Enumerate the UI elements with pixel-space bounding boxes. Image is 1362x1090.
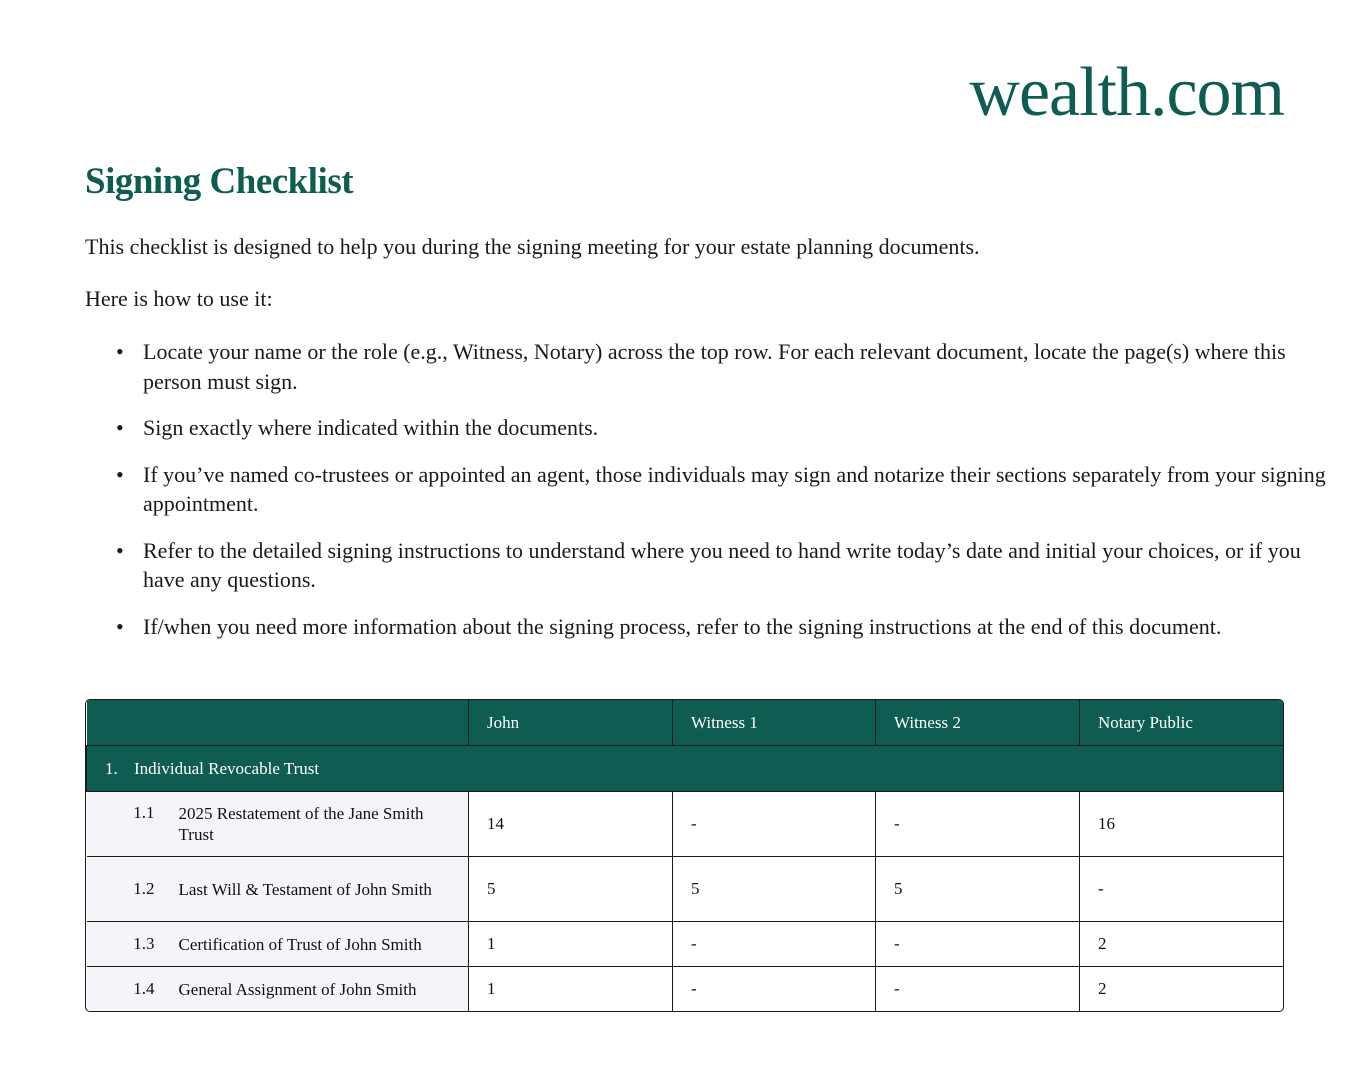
document-name: 2025 Restatement of the Jane Smith Trust bbox=[178, 804, 424, 844]
cell-john: 14 bbox=[469, 792, 673, 857]
document-name: General Assignment of John Smith bbox=[178, 979, 417, 999]
cell-witness-1: 5 bbox=[673, 857, 876, 922]
instruction-item: • Locate your name or the role (e.g., Witness, Notary) across the top row. For each relevant document, locate the page(s) where this person must sign. bbox=[143, 337, 1343, 396]
cell-witness-2: - bbox=[876, 922, 1080, 967]
column-header-notary-public: Notary Public bbox=[1080, 700, 1284, 746]
instruction-item: • If/when you need more information about the signing process, refer to the signing instructions at the end of this document. bbox=[143, 612, 1343, 642]
cell-witness-1: - bbox=[673, 922, 876, 967]
page-title: Signing Checklist bbox=[85, 161, 354, 202]
cell-notary-public: 2 bbox=[1080, 922, 1284, 967]
column-header-document bbox=[87, 700, 469, 746]
cell-notary-public: 16 bbox=[1080, 792, 1284, 857]
section-number: 1. bbox=[105, 758, 118, 778]
intro-paragraph: This checklist is designed to help you during the signing meeting for your estate planning documents. bbox=[85, 234, 980, 259]
row-number: 1.1 bbox=[133, 803, 155, 822]
row-number: 1.4 bbox=[133, 978, 155, 998]
cell-witness-1: - bbox=[673, 792, 876, 857]
wealth-logo: wealth.com bbox=[969, 54, 1284, 131]
usage-heading: Here is how to use it: bbox=[85, 286, 273, 311]
signing-table bbox=[85, 699, 1284, 1012]
document-name: Certification of Trust of John Smith bbox=[178, 934, 422, 954]
cell-witness-2: - bbox=[876, 792, 1080, 857]
table-row bbox=[87, 792, 1284, 857]
instruction-item: • If you’ve named co-trustees or appointed an agent, those individuals may sign and notarize their sections separately from your signing appointment. bbox=[143, 460, 1343, 519]
cell-john: 5 bbox=[469, 857, 673, 922]
column-header-witness-2: Witness 2 bbox=[876, 700, 1080, 746]
section-row bbox=[87, 746, 1284, 792]
table-header-row bbox=[87, 700, 1284, 746]
row-number: 1.3 bbox=[133, 933, 155, 953]
table-row bbox=[87, 857, 1284, 922]
row-number: 1.2 bbox=[133, 878, 155, 898]
cell-john: 1 bbox=[469, 967, 673, 1012]
instruction-item: • Sign exactly where indicated within the documents. bbox=[143, 413, 1343, 443]
table-row bbox=[87, 922, 1284, 967]
section-title: Individual Revocable Trust bbox=[134, 758, 320, 778]
column-header-witness-1: Witness 1 bbox=[673, 700, 876, 746]
cell-notary-public: - bbox=[1080, 857, 1284, 922]
instructions-list bbox=[85, 337, 1343, 658]
cell-john: 1 bbox=[469, 922, 673, 967]
column-header-john: John bbox=[469, 700, 673, 746]
cell-witness-1: - bbox=[673, 967, 876, 1012]
cell-witness-2: 5 bbox=[876, 857, 1080, 922]
table-row bbox=[87, 967, 1284, 1012]
instruction-item: • Refer to the detailed signing instructions to understand where you need to hand write today’s date and initial your choices, or if you have any questions. bbox=[143, 536, 1343, 595]
cell-notary-public: 2 bbox=[1080, 967, 1284, 1012]
document-name: Last Will & Testament of John Smith bbox=[178, 879, 432, 899]
cell-witness-2: - bbox=[876, 967, 1080, 1012]
